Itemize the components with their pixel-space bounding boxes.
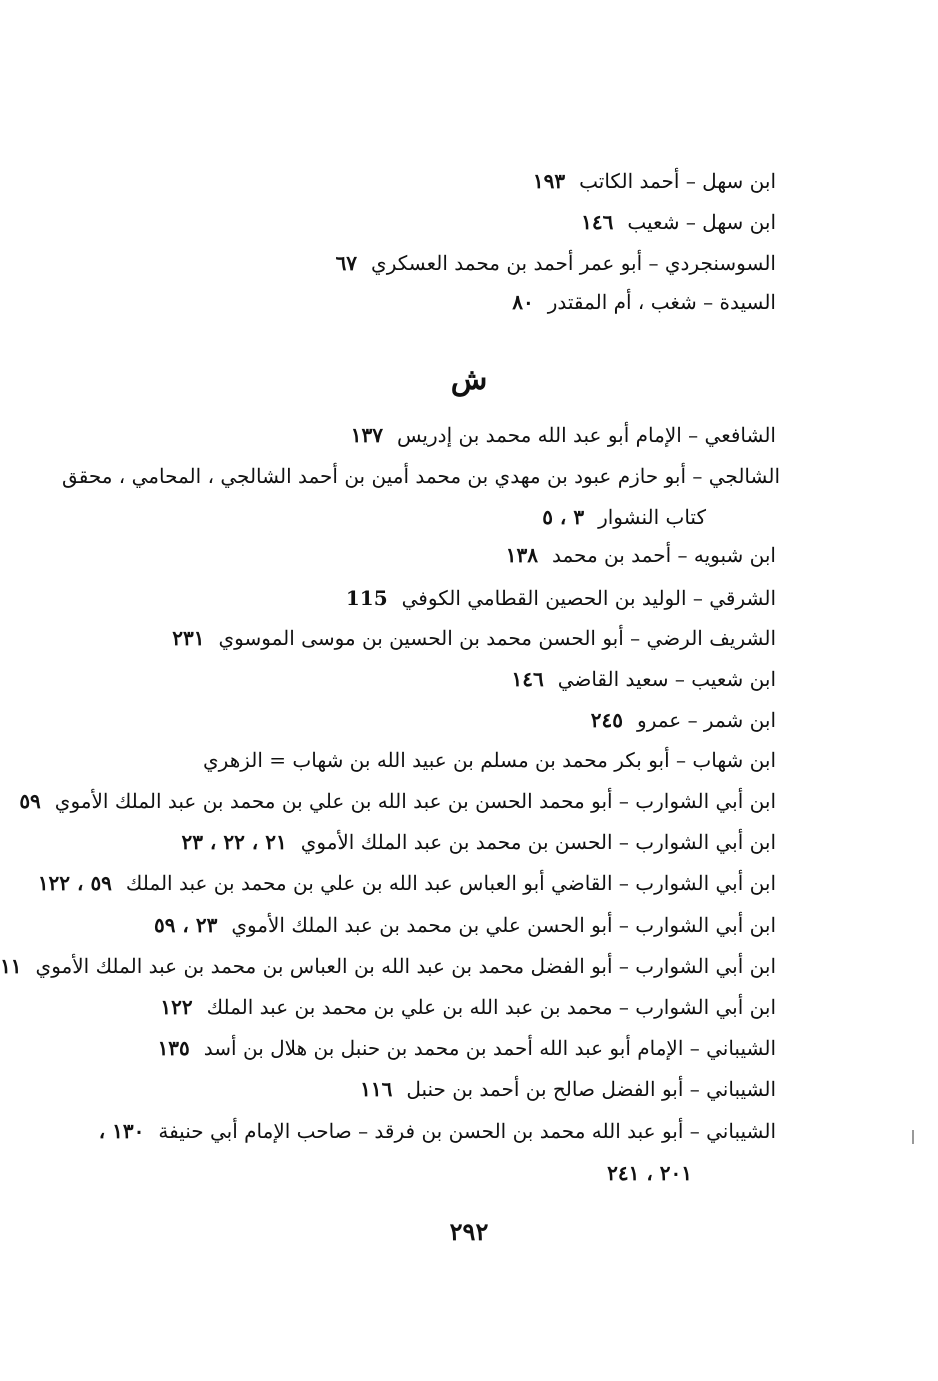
entry-name: ابن أبي الشوارب – القاضي أبو العباس عبد الله بن علي بن محمد بن عبد الملك	[125, 871, 776, 895]
scan-mark	[912, 1130, 914, 1144]
index-entry	[172, 623, 776, 653]
entry-name: الشيباني – أبو عبد الله محمد بن الحسن بن فرقد – صاحب الإمام أبي حنيفة	[158, 1119, 776, 1143]
index-entry	[533, 166, 776, 196]
entry-name: الشالجي – أبو حازم عبود بن مهدي بن محمد أمين بن أحمد الشالجي ، المحامي ، محقق	[62, 464, 780, 488]
index-entry	[181, 827, 776, 857]
entry-pages: ١٢٢	[160, 995, 193, 1019]
entry-name: ابن شعيب – سعيد القاضي	[557, 667, 776, 691]
entry-pages: ٢٣١	[172, 626, 205, 650]
index-entry	[351, 420, 776, 450]
index-entry	[360, 1074, 776, 1104]
entry-name: السوسنجردي – أبو عمر أحمد بن محمد العسكري	[371, 251, 776, 275]
entry-name: ابن أبي الشوارب – الحسن بن محمد بن عبد الملك الأموي	[300, 830, 776, 854]
index-entry-continuation	[607, 1158, 706, 1188]
entry-pages: ٥٩ ، ١٢٢	[37, 871, 112, 895]
entry-name: الشيباني – أبو الفضل صالح بن أحمد بن حنبل	[406, 1077, 776, 1101]
entry-name: ابن شهاب – أبو بكر محمد بن مسلم بن عبيد الله بن شهاب = الزهري	[203, 748, 776, 772]
entry-name: الشيباني – الإمام أبو عبد الله أحمد بن محمد بن حنبل بن هلال بن أسد	[203, 1036, 776, 1060]
index-entry	[512, 287, 776, 317]
index-entry	[581, 207, 776, 237]
entry-pages: ٣ ، ٥	[542, 505, 585, 529]
entry-name: ابن سهل – أحمد الكاتب	[579, 169, 776, 193]
entry-pages: ١١	[0, 954, 22, 978]
entry-pages: ١٤٦	[511, 667, 544, 691]
entry-name: ابن أبي الشوارب – محمد بن عبد الله بن علي بن محمد بن عبد الملك	[206, 995, 776, 1019]
index-entry	[506, 540, 776, 570]
entry-name: ابن أبي الشوارب – أبو الحسن علي بن محمد بن عبد الملك الأموي	[231, 913, 776, 937]
entry-pages: ٢٤٥	[590, 708, 624, 732]
entry-pages: ١٣٨	[505, 543, 538, 567]
entry-pages: ١٣٥	[157, 1036, 190, 1060]
entry-name: ابن شبويه – أحمد بن محمد	[551, 543, 776, 567]
entry-name: الشافعي – الإمام أبو عبد الله محمد بن إدريس	[396, 423, 776, 447]
entry-name: الشريف الرضي – أبو الحسن محمد بن الحسين بن موسى الموسوي	[218, 626, 776, 650]
index-entry	[0, 951, 776, 981]
index-entry	[346, 583, 776, 613]
entry-name: كتاب النشوار	[598, 505, 706, 529]
entry-pages: ١١٦	[360, 1077, 393, 1101]
entry-name: الشرقي – الوليد بن الحصين القطامي الكوفي	[401, 586, 776, 610]
index-entry	[336, 248, 776, 278]
entry-pages: ٦٧	[335, 251, 358, 275]
index-entry	[38, 868, 776, 898]
entry-pages: ٨٠	[512, 290, 534, 314]
index-entry	[158, 1033, 776, 1063]
index-entry	[19, 786, 776, 816]
entry-name: ابن أبي الشوارب – أبو محمد الحسن بن عبد الله بن علي بن محمد بن عبد الملك الأموي	[54, 789, 776, 813]
entry-name: ابن سهل – شعيب	[627, 210, 776, 234]
entry-name: ابن شمر – عمرو	[637, 708, 776, 732]
entry-pages: ١٩٣	[532, 169, 566, 193]
section-letter-heading: ش	[450, 362, 488, 397]
index-entry	[203, 745, 776, 775]
index-entry	[99, 1116, 776, 1146]
entry-pages: ٢٠١ ، ٢٤١	[607, 1161, 692, 1185]
index-entry-continuation	[542, 502, 706, 532]
entry-name: السيدة – شغب ، أم المقتدر	[547, 290, 776, 314]
entry-pages: ١٣٠ ،	[98, 1119, 145, 1143]
index-entry	[62, 461, 780, 491]
entry-pages: ١٤٦	[581, 210, 614, 234]
index-entry	[591, 705, 776, 735]
page-number: ٢٩٢	[449, 1217, 489, 1246]
entry-pages: ٢٣ ، ٥٩	[153, 913, 218, 937]
index-entry	[154, 910, 776, 940]
entry-name: ابن أبي الشوارب – أبو الفضل محمد بن عبد الله بن العباس بن محمد بن عبد الملك الأموي	[35, 954, 776, 978]
entry-pages: ٥٩	[19, 789, 41, 813]
index-entry	[160, 992, 776, 1022]
entry-pages: 115	[345, 586, 388, 610]
entry-pages: ١٣٧	[350, 423, 383, 447]
entry-pages: ٢١ ، ٢٢ ، ٢٣	[181, 830, 287, 854]
index-entry	[511, 664, 776, 694]
